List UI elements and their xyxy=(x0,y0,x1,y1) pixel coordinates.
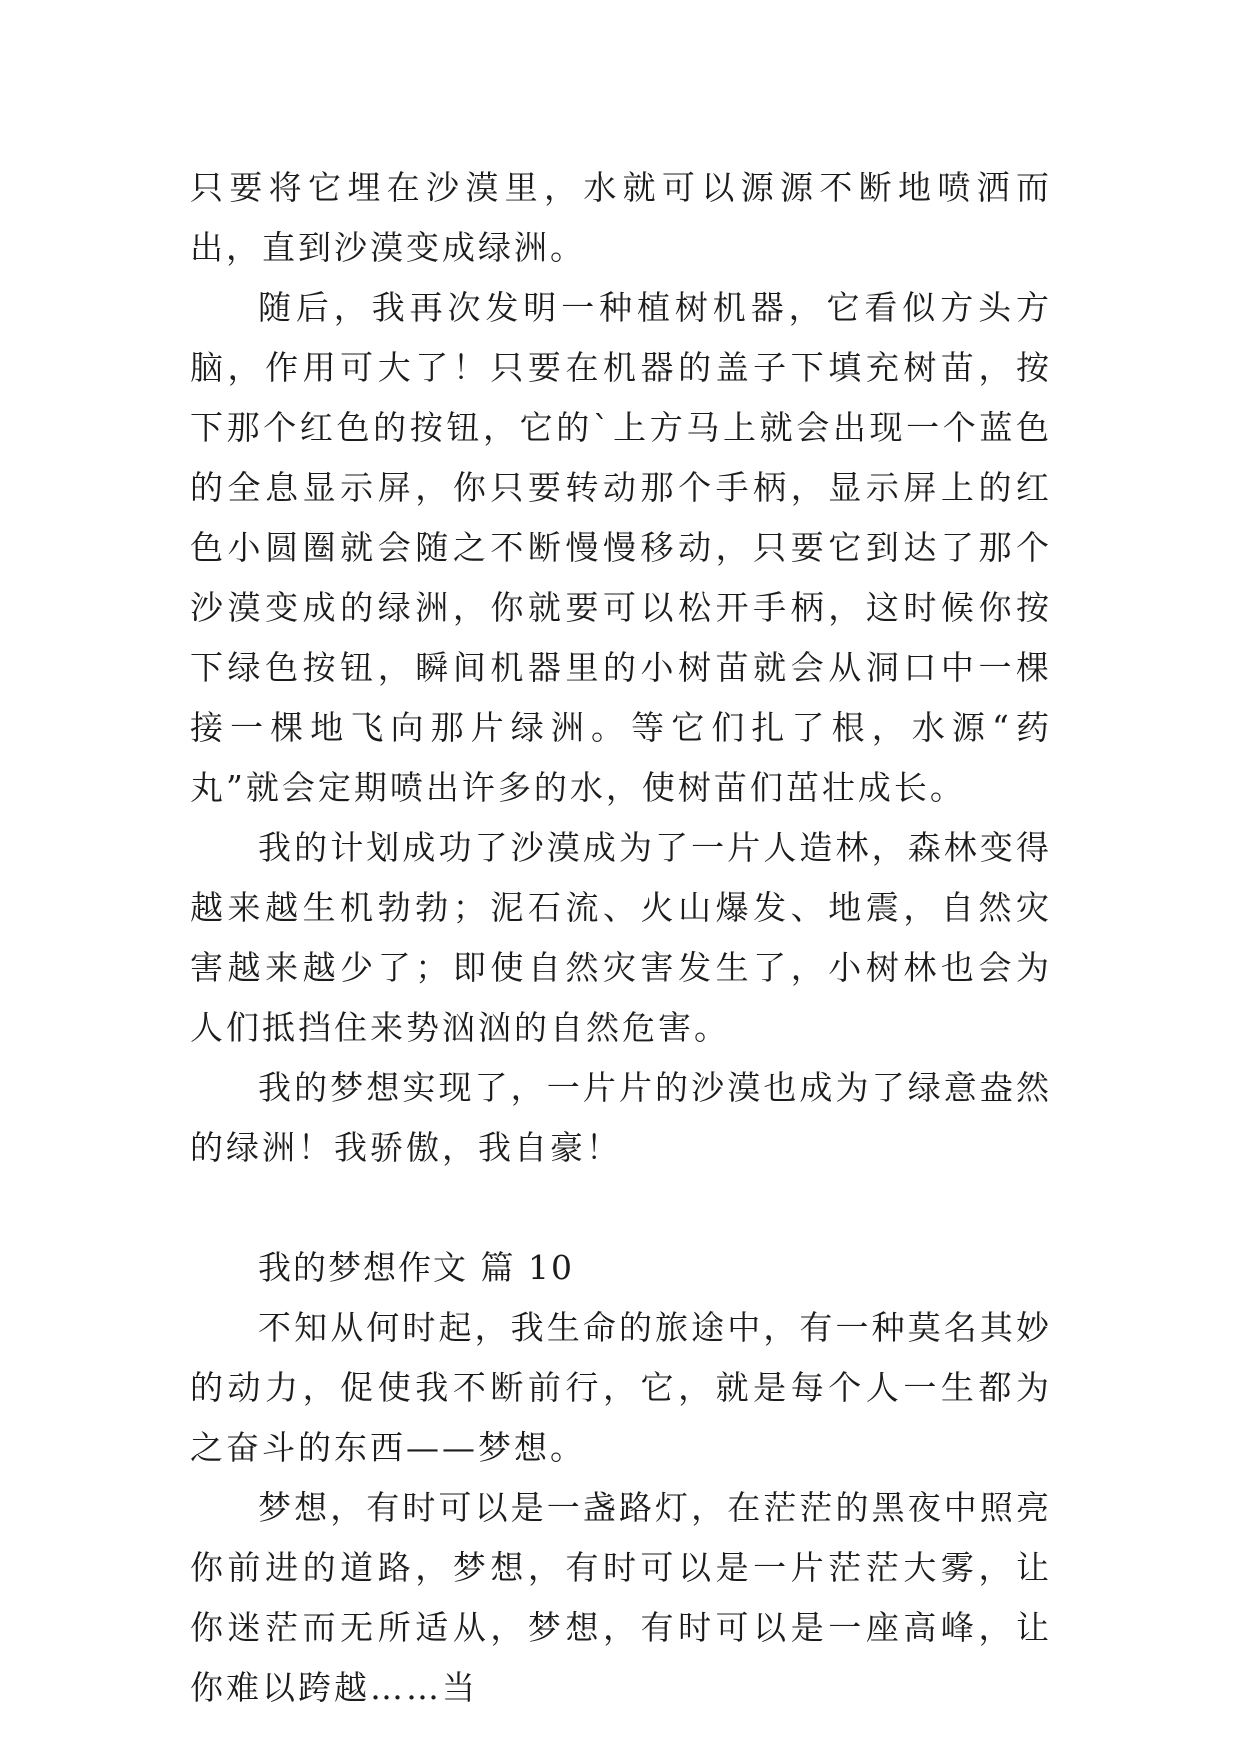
paragraph-3: 我的计划成功了沙漠成为了一片人造林，森林变得越来越生机勃勃；泥石流、火山爆发、地震，自然灾害越来越少了；即使自然灾害发生了，小树林也会为人们抵挡住来势汹汹的自然危害。 xyxy=(190,828,1052,1047)
paragraph-1: 只要将它埋在沙漠里，水就可以源源不断地喷洒而出，直到沙漠变成绿洲。 xyxy=(190,168,1052,267)
paragraph-4: 我的梦想实现了，一片片的沙漠也成为了绿意盎然的绿洲！我骄傲，我自豪！ xyxy=(190,1068,1052,1167)
paragraph-2: 随后，我再次发明一种植树机器，它看似方头方脑，作用可大了！只要在机器的盖子下填充树苗，按下那个红色的按钮，它的`上方马上就会出现一个蓝色的全息显示屏，你只要转动那个手柄，显示屏上的红色小圆圈就会随之不断慢慢移动，只要它到达了那个沙漠变成的绿洲，你就要可以松开手柄，这时候你按下绿色按钮，瞬间机器里的小树苗就会从洞口中一棵接一棵地飞向那片绿洲。等它们扎了根，水源“药丸”就会定期喷出许多的水，使树苗们茁壮成长。 xyxy=(190,288,1052,807)
section-heading: 我的梦想作文 篇 10 xyxy=(258,1248,574,1287)
document-page xyxy=(190,158,1052,1718)
paragraph-6: 梦想，有时可以是一盏路灯，在茫茫的黑夜中照亮你前进的道路，梦想，有时可以是一片茫茫大雾，让你迷茫而无所适从，梦想，有时可以是一座高峰，让你难以跨越……当 xyxy=(190,1488,1052,1707)
paragraph-5: 不知从何时起，我生命的旅途中，有一种莫名其妙的动力，促使我不断前行，它，就是每个人一生都为之奋斗的东西——梦想。 xyxy=(190,1308,1052,1467)
section-gap xyxy=(190,1178,1052,1238)
